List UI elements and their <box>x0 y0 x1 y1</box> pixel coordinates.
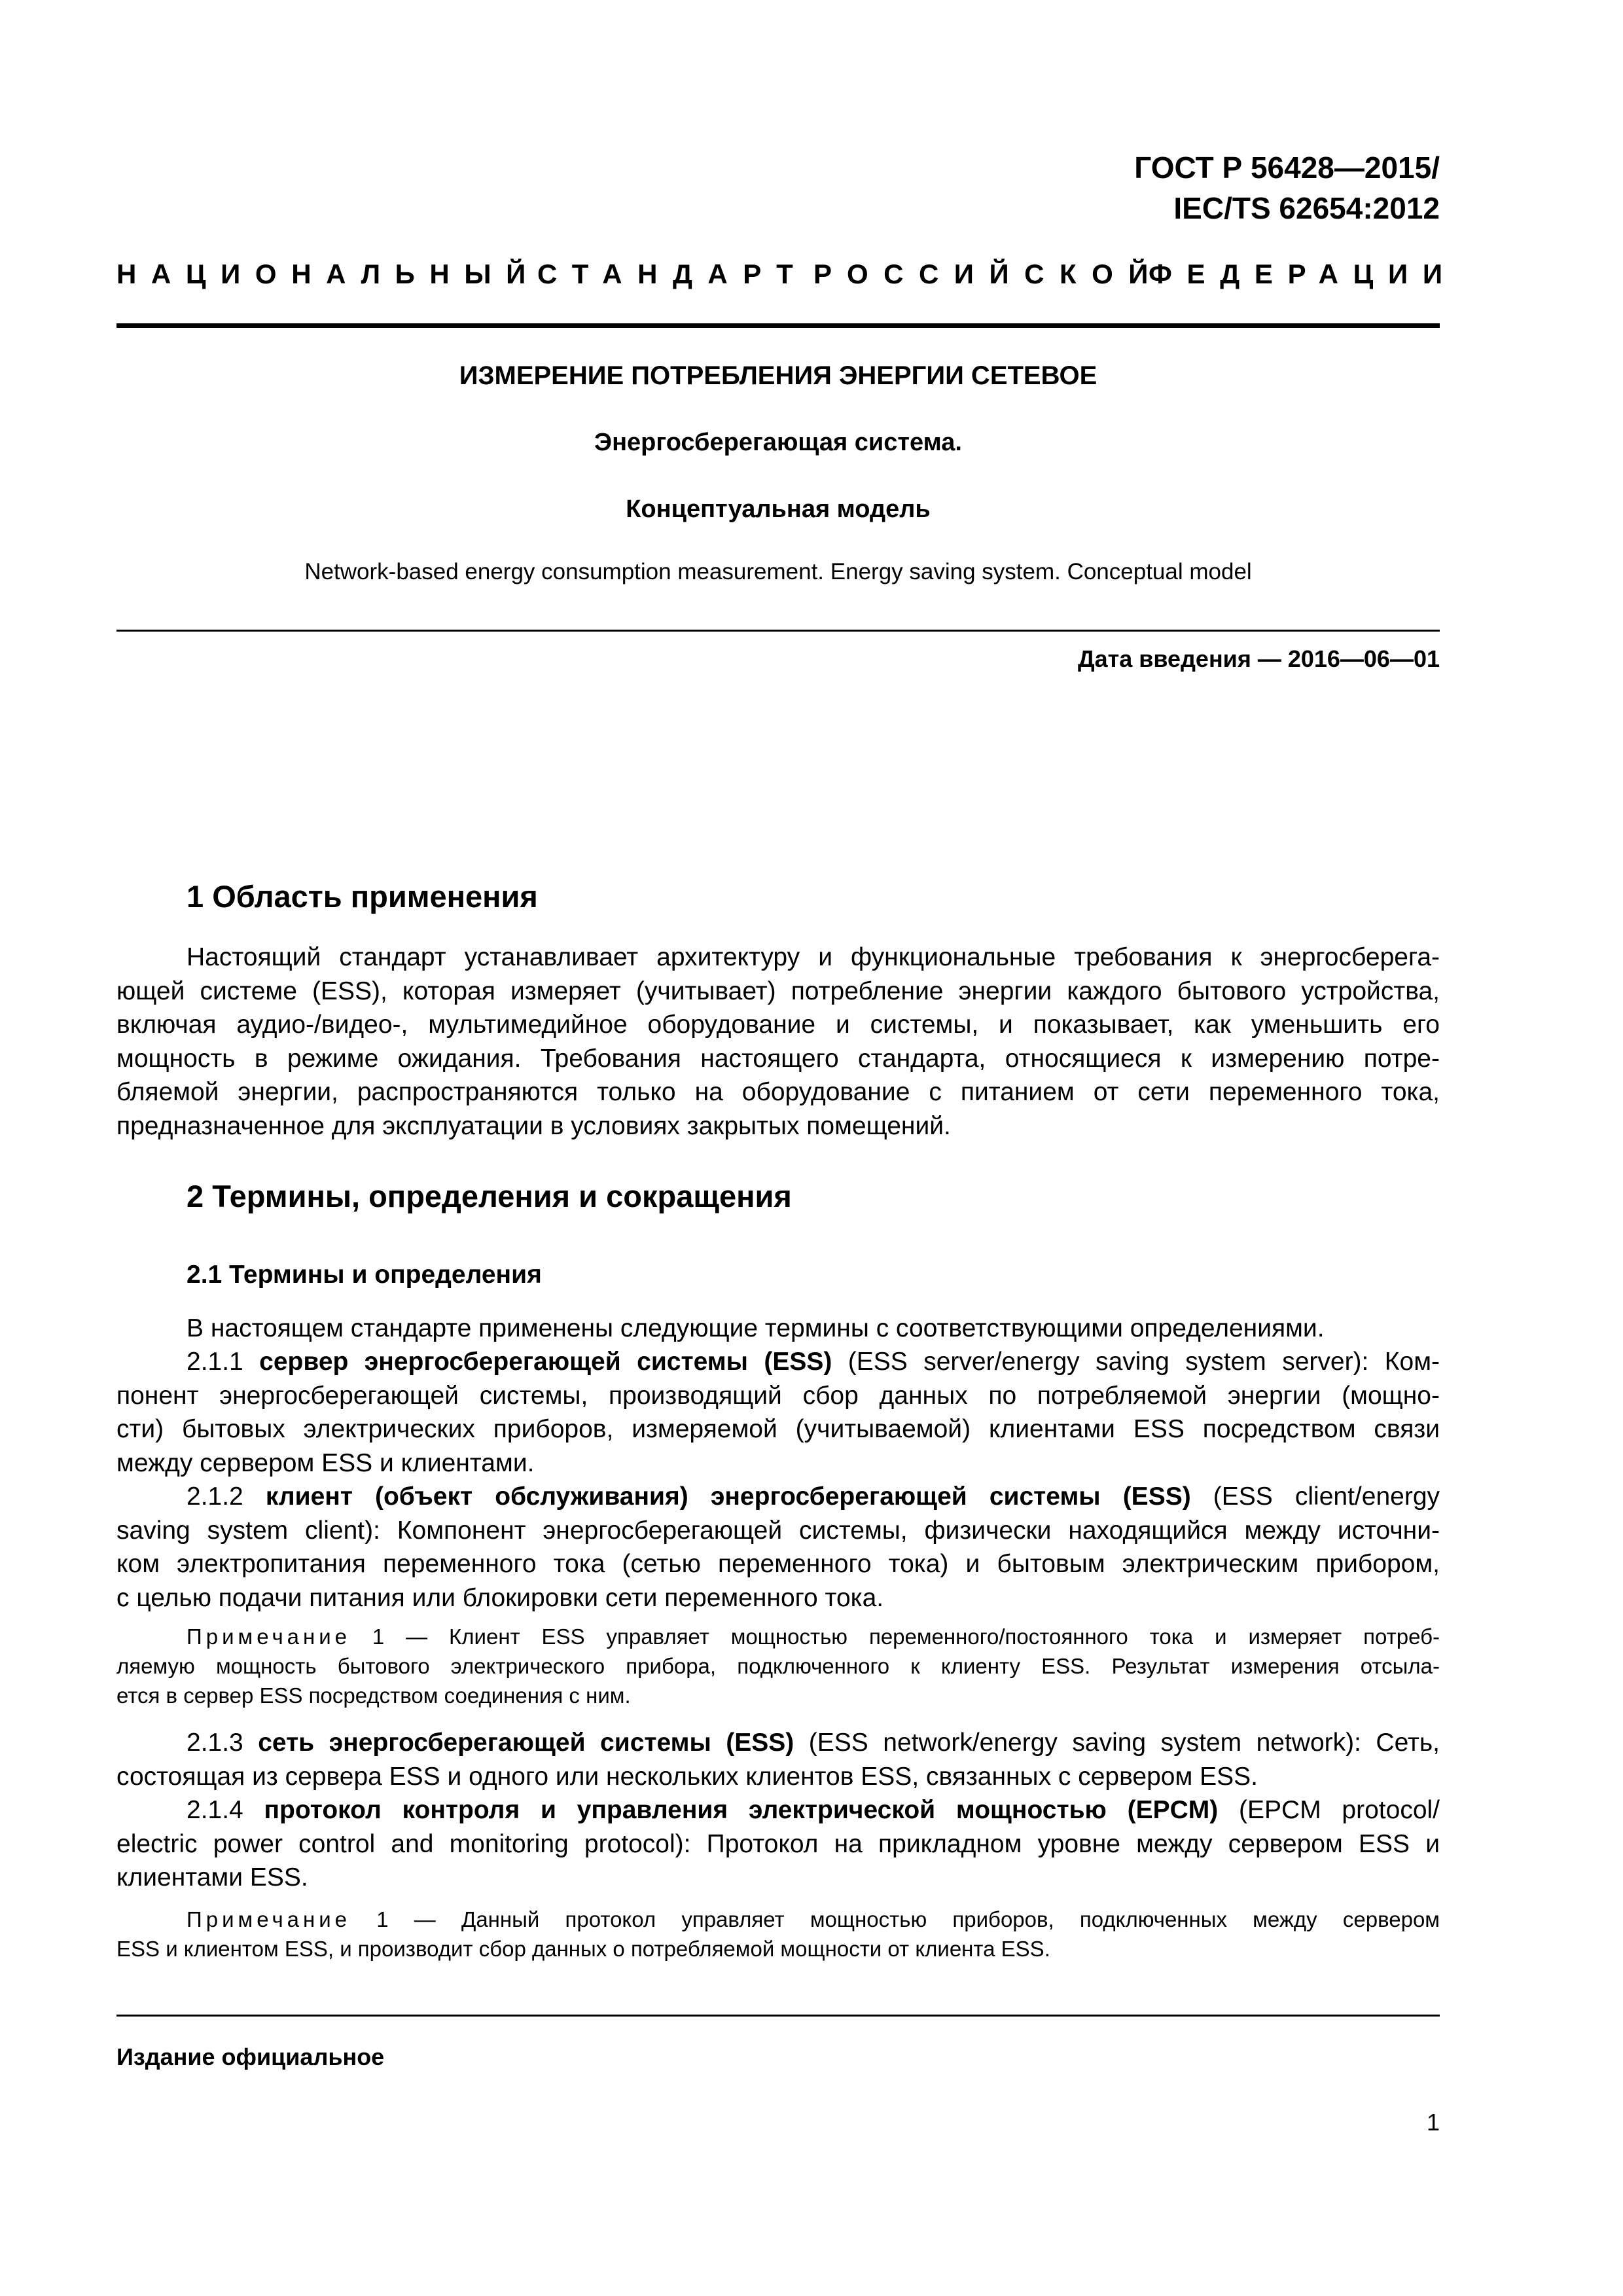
banner-word: ФЕДЕРАЦИИ <box>1149 259 1457 289</box>
term-line <box>116 1726 1440 1760</box>
subsection-heading-terms: 2.1 Термины и определения <box>187 1261 542 1289</box>
note-text-start: 1 — Данный протокол управляет мощностью приборов, подключенных между сервером <box>351 1907 1440 1931</box>
header-rule <box>116 323 1440 328</box>
note-esc-client <box>116 1622 1440 1710</box>
english-title: Network-based energy consumption measurement. Energy saving system. Conceptual model <box>304 559 1252 584</box>
term-2-1-4 <box>116 1793 1440 1895</box>
document-subtitle-2: Концептуальная модель <box>626 495 931 523</box>
scope-paragraph <box>116 941 1440 1143</box>
paragraph-line: предназначенное для эксплуатации в условиях закрытых помещений. <box>116 1111 951 1140</box>
paragraph-line: В настоящем стандарте применены следующие термины с соответствующими определениями. <box>187 1314 1325 1342</box>
banner-word: НАЦИОНАЛЬНЫЙ <box>116 259 541 289</box>
note-line: ется в сервер ESS посредством соединения с ним. <box>116 1683 631 1708</box>
document-code <box>116 147 1440 228</box>
banner-word: СТАНДАРТ <box>537 259 809 289</box>
section-heading-terms: 2 Термины, определения и сокращения <box>187 1179 792 1213</box>
note-label: Примечание <box>187 1624 351 1649</box>
term-number: 2.1.2 <box>187 1482 266 1511</box>
term-number: 2.1.1 <box>187 1348 260 1376</box>
term-line: ком электропитания переменного тока (сетью переменного тока) и бытовым электрическим прибором, <box>116 1550 1440 1578</box>
term-name: сеть энергосберегающей системы (ESS) <box>258 1729 794 1757</box>
term-2-1-1 <box>116 1345 1440 1480</box>
note-line <box>116 1905 1440 1934</box>
footer-rule <box>116 2015 1440 2017</box>
term-name: сервер энергосберегающей системы (ESS) <box>259 1348 832 1376</box>
term-definition-start: (ESS network/energy saving system network): Сеть, <box>794 1729 1440 1757</box>
note-line: ляемую мощность бытового электрического прибора, подключенного к клиенту ESS. Результат измерения отсыла- <box>116 1654 1440 1678</box>
term-2-1-2 <box>116 1480 1440 1615</box>
document-subtitle-1: Энергосберегающая система. <box>594 429 962 456</box>
paragraph-line: мощность в режиме ожидания. Требования настоящего стандарта, относящиеся к измерению потре- <box>116 1044 1440 1073</box>
term-line: между сервером ESS и клиентами. <box>116 1448 535 1477</box>
term-definition-start: (EPCM protocol/ <box>1218 1796 1440 1824</box>
term-line: клиентами ESS. <box>116 1863 308 1892</box>
document-title: ИЗМЕРЕНИЕ ПОТРЕБЛЕНИЯ ЭНЕРГИИ СЕТЕВОЕ <box>459 361 1097 390</box>
note-text-start: 1 — Клиент ESS управляет мощностью переменного/постоянного тока и измеряет потреб- <box>351 1624 1440 1649</box>
note-line <box>116 1622 1440 1651</box>
page-number: 1 <box>1426 2109 1440 2136</box>
term-name: клиент (объект обслуживания) энергосберегающей системы (ESS) <box>265 1482 1191 1511</box>
section-heading-scope: 1 Область применения <box>187 879 538 914</box>
term-2-1-3 <box>116 1726 1440 1793</box>
term-line: electric power control and monitoring protocol): Протокол на прикладном уровне между сервером ESS и <box>116 1829 1440 1858</box>
term-line: понент энергосберегающей системы, производящий сбор данных по потребляемой энергии (мощно- <box>116 1381 1440 1410</box>
note-line: ESS и клиентом ESS, и производит сбор данных о потребляемой мощности от клиента ESS. <box>116 1937 1050 1961</box>
term-line <box>116 1345 1440 1379</box>
paragraph-line: включая аудио-/видео-, мультимедийное оборудование и системы, и показывает, как уменьшить его <box>116 1011 1440 1039</box>
note-label: Примечание <box>187 1907 351 1931</box>
note-epcm-protocol <box>116 1905 1440 1964</box>
term-number: 2.1.4 <box>187 1796 264 1824</box>
term-line: состоящая из сервера ESS и одного или нескольких клиентов ESS, связанных с сервером ESS. <box>116 1762 1258 1791</box>
introduction-date: Дата введения — 2016—06—01 <box>1077 645 1440 672</box>
term-definition-start: (ESS client/energy <box>1190 1482 1440 1511</box>
paragraph-line: бляемой энергии, распространяются только на оборудование с питанием от сети переменного тока, <box>116 1078 1440 1106</box>
term-name: протокол контроля и управления электрической мощностью (EPCM) <box>264 1796 1219 1824</box>
term-line <box>116 1480 1440 1514</box>
document-code-line1: ГОСТ Р 56428—2015/ <box>1134 151 1440 185</box>
term-line: с целью подачи питания или блокировки сети переменного тока. <box>116 1583 884 1612</box>
terms-intro <box>116 1312 1440 1346</box>
title-rule <box>116 630 1440 632</box>
document-code-line2: IEC/TS 62654:2012 <box>1173 191 1440 225</box>
banner-word: РОССИЙСКОЙ <box>813 259 1164 289</box>
term-line: сти) бытовых электрических приборов, измеряемой (учитываемой) клиентами ESS посредством связи <box>116 1415 1440 1443</box>
official-edition-label: Издание официальное <box>116 2043 385 2070</box>
term-number: 2.1.3 <box>187 1729 259 1757</box>
term-line: saving system client): Компонент энергосберегающей системы, физически находящийся между источни- <box>116 1516 1440 1545</box>
paragraph-line: ющей системе (ESS), которая измеряет (учитывает) потребление энергии каждого бытового устройства, <box>116 977 1440 1005</box>
paragraph-line: Настоящий стандарт устанавливает архитектуру и функциональные требования к энергосберега- <box>187 943 1440 971</box>
term-line <box>116 1793 1440 1827</box>
term-definition-start: (ESS server/energy saving system server): Ком- <box>832 1348 1440 1376</box>
